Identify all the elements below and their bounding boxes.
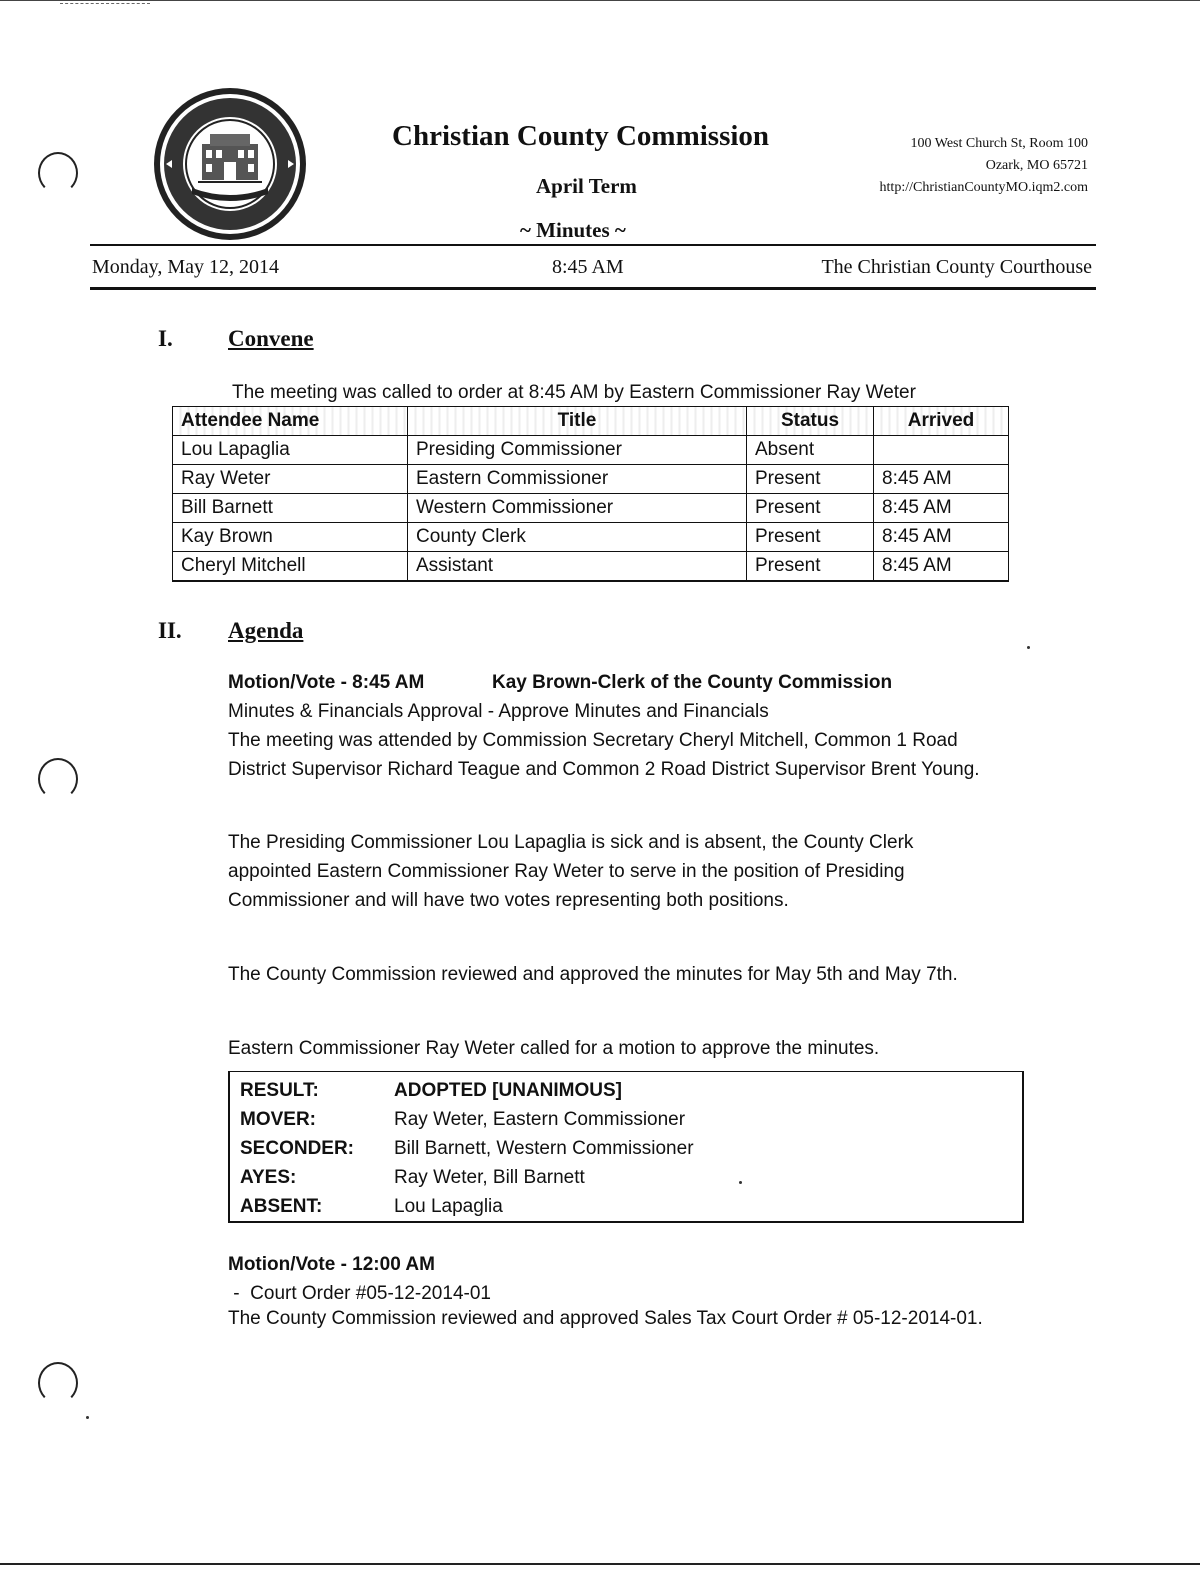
website-link[interactable]: http://ChristianCountyMO.iqm2.com — [879, 180, 1088, 195]
column-header-status: Status — [747, 407, 874, 436]
vote-row-seconder — [230, 1134, 1022, 1163]
address-line-1: 100 West Church St, Room 100 — [910, 136, 1088, 151]
punch-hole-mark — [38, 1362, 78, 1404]
scan-top-mark — [60, 3, 150, 4]
section-number: I. — [158, 326, 173, 351]
paragraph-absence-line: appointed Eastern Commissioner Ray Weter to serve in the position of Presiding — [228, 861, 905, 882]
punch-hole-mark — [38, 758, 78, 800]
header-rule-bottom — [90, 287, 1096, 290]
scan-top-edge — [0, 0, 1200, 3]
paragraph-motion-call: Eastern Commissioner Ray Weter called for a motion to approve the minutes. — [228, 1038, 880, 1059]
section-heading-convene: Convene — [228, 326, 314, 351]
scan-speck — [1027, 646, 1030, 649]
vote-result: ADOPTED [UNANIMOUS] — [394, 1079, 622, 1101]
vote-absent: Lou Lapaglia — [394, 1195, 503, 1217]
term-label: April Term — [536, 174, 637, 198]
paragraph-court-order: The County Commission reviewed and approved Sales Tax Court Order # 05-12-2014-01. — [228, 1308, 983, 1329]
attendee-arrived: 8:45 AM — [874, 552, 1009, 582]
vote-key: MOVER: — [240, 1108, 316, 1130]
column-header-name: Attendee Name — [173, 407, 408, 436]
scan-speck — [86, 1416, 89, 1419]
attendee-table — [172, 406, 1009, 582]
paragraph-absence-line: The Presiding Commissioner Lou Lapaglia is sick and is absent, the County Clerk — [228, 832, 914, 853]
attendee-status: Absent — [747, 436, 874, 465]
column-header-arrived: Arrived — [874, 407, 1009, 436]
attendee-title: Assistant — [408, 552, 747, 582]
vote-seconder: Bill Barnett, Western Commissioner — [394, 1137, 694, 1159]
paragraph-absence-line: Commissioner and will have two votes representing both positions. — [228, 890, 789, 911]
vote-row-mover — [230, 1105, 1022, 1134]
motion-vote-label: Motion/Vote - 12:00 AM — [228, 1254, 435, 1275]
section-number: II. — [158, 618, 182, 643]
vote-key: ABSENT: — [240, 1195, 323, 1217]
meeting-time: 8:45 AM — [552, 256, 624, 278]
section-heading-agenda: Agenda — [228, 618, 304, 643]
vote-row-absent — [230, 1192, 1022, 1221]
attendee-title: Western Commissioner — [408, 494, 747, 523]
motion-presenter: Kay Brown-Clerk of the County Commission — [492, 672, 893, 693]
table-row — [173, 523, 1009, 552]
header-rule-top — [90, 244, 1096, 246]
paragraph-minutes-approval: The County Commission reviewed and approved the minutes for May 5th and May 7th. — [228, 964, 958, 985]
table-row — [173, 552, 1009, 582]
vote-mover: Ray Weter, Eastern Commissioner — [394, 1108, 686, 1130]
court-order-subject: - Court Order #05-12-2014-01 — [228, 1283, 491, 1304]
attendee-status: Present — [747, 494, 874, 523]
attendee-arrived: 8:45 AM — [874, 465, 1009, 494]
vote-result-box — [228, 1071, 1024, 1223]
attendee-status: Present — [747, 523, 874, 552]
meeting-date: Monday, May 12, 2014 — [92, 256, 280, 278]
vote-ayes: Ray Weter, Bill Barnett — [394, 1166, 585, 1188]
meeting-location: The Christian County Courthouse — [821, 256, 1092, 278]
scan-bottom-edge — [0, 1563, 1200, 1565]
attendee-title: Eastern Commissioner — [408, 465, 747, 494]
minutes-label: ~ Minutes ~ — [520, 218, 626, 242]
motion-vote-label: Motion/Vote - 8:45 AM — [228, 672, 425, 693]
vote-key: SECONDER: — [240, 1137, 355, 1159]
attendee-status: Present — [747, 552, 874, 582]
attendee-name: Lou Lapaglia — [173, 436, 408, 465]
attendee-name: Kay Brown — [173, 523, 408, 552]
attendee-arrived — [874, 436, 1009, 465]
attendee-arrived: 8:45 AM — [874, 523, 1009, 552]
table-row — [173, 436, 1009, 465]
county-seal-icon — [152, 86, 308, 242]
table-row — [173, 465, 1009, 494]
paragraph-attendance-line: District Supervisor Richard Teague and Common 2 Road District Supervisor Brent Young. — [228, 759, 980, 780]
attendee-title: Presiding Commissioner — [408, 436, 747, 465]
attendee-title: County Clerk — [408, 523, 747, 552]
table-header-row — [173, 407, 1009, 436]
attendee-arrived: 8:45 AM — [874, 494, 1009, 523]
attendee-name: Cheryl Mitchell — [173, 552, 408, 582]
vote-row-ayes — [230, 1163, 1022, 1192]
address-line-2: Ozark, MO 65721 — [985, 158, 1088, 173]
punch-hole-mark — [38, 152, 78, 194]
convene-intro: The meeting was called to order at 8:45 AM by Eastern Commissioner Ray Weter — [232, 382, 916, 403]
attendee-status: Present — [747, 465, 874, 494]
attendee-name: Ray Weter — [173, 465, 408, 494]
vote-key: AYES: — [240, 1166, 297, 1188]
table-row — [173, 494, 1009, 523]
vote-row-result — [230, 1076, 1022, 1105]
attendee-name: Bill Barnett — [173, 494, 408, 523]
column-header-title: Title — [408, 407, 747, 436]
org-title: Christian County Commission — [392, 120, 770, 152]
vote-key: RESULT: — [240, 1079, 319, 1101]
motion-subject: Minutes & Financials Approval - Approve Minutes and Financials — [228, 701, 769, 722]
paragraph-attendance-line: The meeting was attended by Commission Secretary Cheryl Mitchell, Common 1 Road — [228, 730, 958, 751]
